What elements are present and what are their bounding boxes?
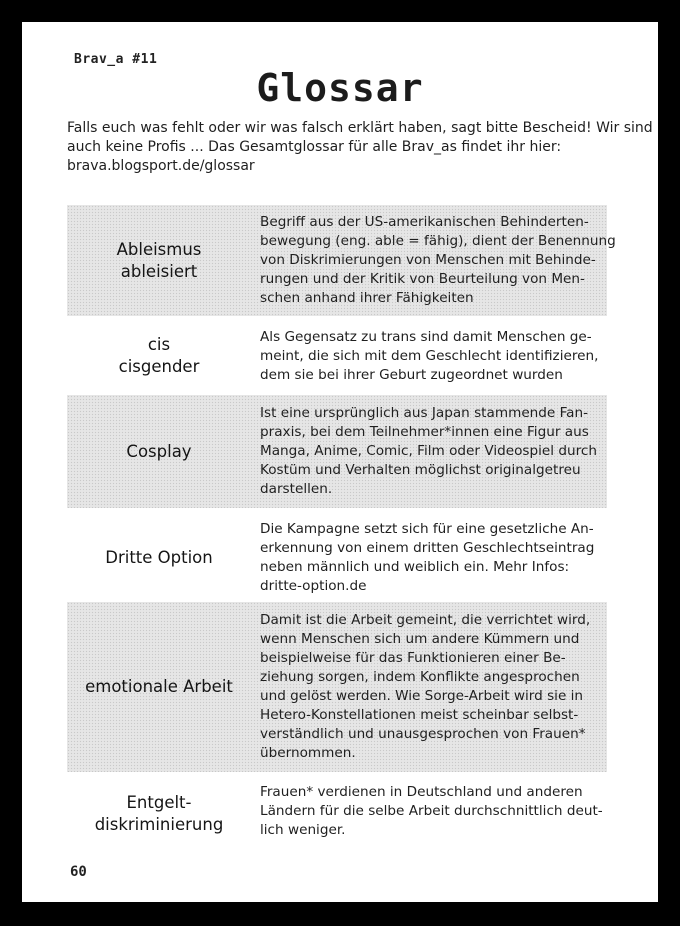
glossary-term: Ableismus ableisiert [116,239,202,281]
glossary-entry [67,779,607,849]
glossary-entry [67,205,616,316]
glossary-definition: Damit ist die Arbeit gemeint, die verrichtet wird, wenn Menschen sich um andere Kümmern und beispielweise für das Funktionieren einer Be- ziehung sorgen, indem Konflikte angesprochen und gelöst werden. Wie Sorge-Arbeit wird sie in Hetero-Konstellationen meist scheinbar selbst- verständlich und unausgesprochen von Frauen* übernommen. [260,612,591,761]
glossary-definition: Als Gegensatz zu trans sind damit Menschen ge- meint, die sich mit dem Geschlecht identifizieren, dem sie bei ihrer Geburt zugeordnet wurden [260,328,599,383]
glossary-definition: Begriff aus der US-amerikanischen Behinderten- bewegung (eng. able = fähig), dient der Benennung von Diskrimierungen von Menschen mit Behinde- rungen und der Kritik von Beurteilung von Men- schen anhand ihrer Fähigkeiten [260,214,616,306]
glossary-entry [67,602,607,772]
glossary-link[interactable]: brava.blogsport.de/glossar [67,158,255,174]
glossary-term: Dritte Option [105,548,213,567]
glossary-term: cis cisgender [118,335,200,376]
page-title: Glossar [256,66,424,110]
glossary-definition: Frauen* verdienen in Deutschland und anderen Ländern für die selbe Arbeit durchschnittlich deut- lich weniger. [260,784,603,838]
glossary-entry [67,395,607,508]
glossary-entry [67,321,607,391]
glossary-definition: Die Kampagne setzt sich für eine gesetzliche An- erkennung von einem dritten Geschlechtseintrag neben männlich und weiblich ein. Mehr Infos: dritte-option.de [260,521,595,594]
intro-text [67,119,653,176]
glossary-term: Entgelt- diskriminierung [94,793,224,834]
issue-label: Brav_a #11 [74,52,158,67]
glossary-term: emotionale Arbeit [85,677,233,696]
intro-line: Falls euch was fehlt oder wir was falsch erklärt haben, sagt bitte Bescheid! Wir sind [67,120,653,136]
zine-page [22,22,658,902]
glossary-entry [67,513,607,603]
intro-line: auch keine Profis ... Das Gesamtglossar für alle Brav_as findet ihr hier: [67,139,562,155]
page-number: 60 [70,864,87,880]
glossary-definition: Ist eine ursprünglich aus Japan stammende Fan- praxis, bei dem Teilnehmer*innen eine Figur aus Manga, Anime, Comic, Film oder Videospiel durch Kostüm und Verhalten möglichst originalgetreu darstellen. [260,405,597,497]
glossary-term: Cosplay [126,441,192,461]
